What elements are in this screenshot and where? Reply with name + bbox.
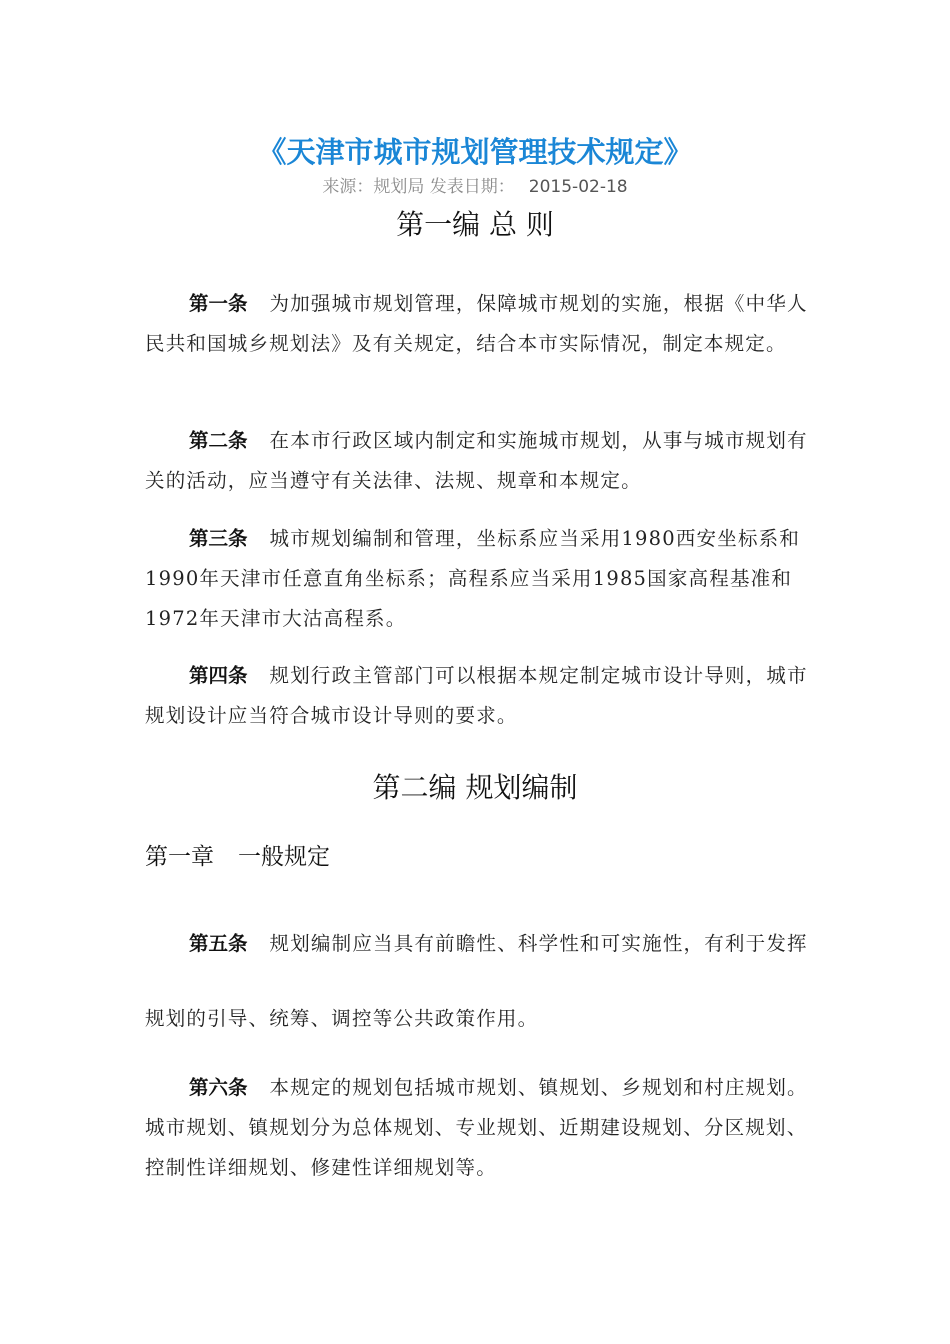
- article-number: 第六条: [189, 1076, 248, 1099]
- article-6: [145, 1068, 811, 1188]
- chapter-title: 一般规定: [238, 844, 330, 870]
- document-meta: [0, 176, 950, 198]
- article-text: 为加强城市规划管理，保障城市规划的实施，根据《中华人民共和国城乡规划法》及有关规定，结合本市实际情况，制定本规定。: [145, 292, 808, 355]
- article-text: 规划行政主管部门可以根据本规定制定城市设计导则，城市规划设计应当符合城市设计导则的要求。: [145, 664, 808, 727]
- article-text: 规划编制应当具有前瞻性、科学性和可实施性，有利于发挥规划的引导、统筹、调控等公共政策作用。: [145, 932, 808, 1030]
- part-heading-2: 第二编 规划编制: [372, 771, 578, 804]
- article-number: 第三条: [189, 527, 248, 550]
- part-heading-1: 第一编 总 则: [396, 208, 554, 241]
- article-4: [145, 656, 811, 736]
- article-text: 本规定的规划包括城市规划、镇规划、乡规划和村庄规划。城市规划、镇规划分为总体规划、专业规划、近期建设规划、分区规划、控制性详细规划、修建性详细规划等。: [145, 1076, 808, 1179]
- article-number: 第二条: [189, 429, 248, 452]
- source-label: 来源：规划局 发表日期：: [322, 177, 515, 197]
- article-1: [145, 284, 811, 364]
- article-5: [145, 906, 811, 1056]
- article-number: 第一条: [189, 292, 248, 315]
- article-number: 第五条: [189, 932, 248, 955]
- publish-date: 2015-02-18: [528, 177, 628, 197]
- article-text: 城市规划编制和管理，坐标系应当采用1980西安坐标系和1990年天津市任意直角坐标系；高程系应当采用1985国家高程基准和1972年天津市大沽高程系。: [145, 527, 801, 630]
- chapter-number: 第一章: [145, 844, 214, 870]
- article-2: [145, 421, 811, 501]
- article-3: [145, 519, 811, 639]
- document-title: 《天津市城市规划管理技术规定》: [257, 135, 693, 169]
- article-text: 在本市行政区域内制定和实施城市规划，从事与城市规划有关的活动，应当遵守有关法律、法规、规章和本规定。: [145, 429, 808, 492]
- chapter-heading: [145, 840, 330, 874]
- article-number: 第四条: [189, 664, 248, 687]
